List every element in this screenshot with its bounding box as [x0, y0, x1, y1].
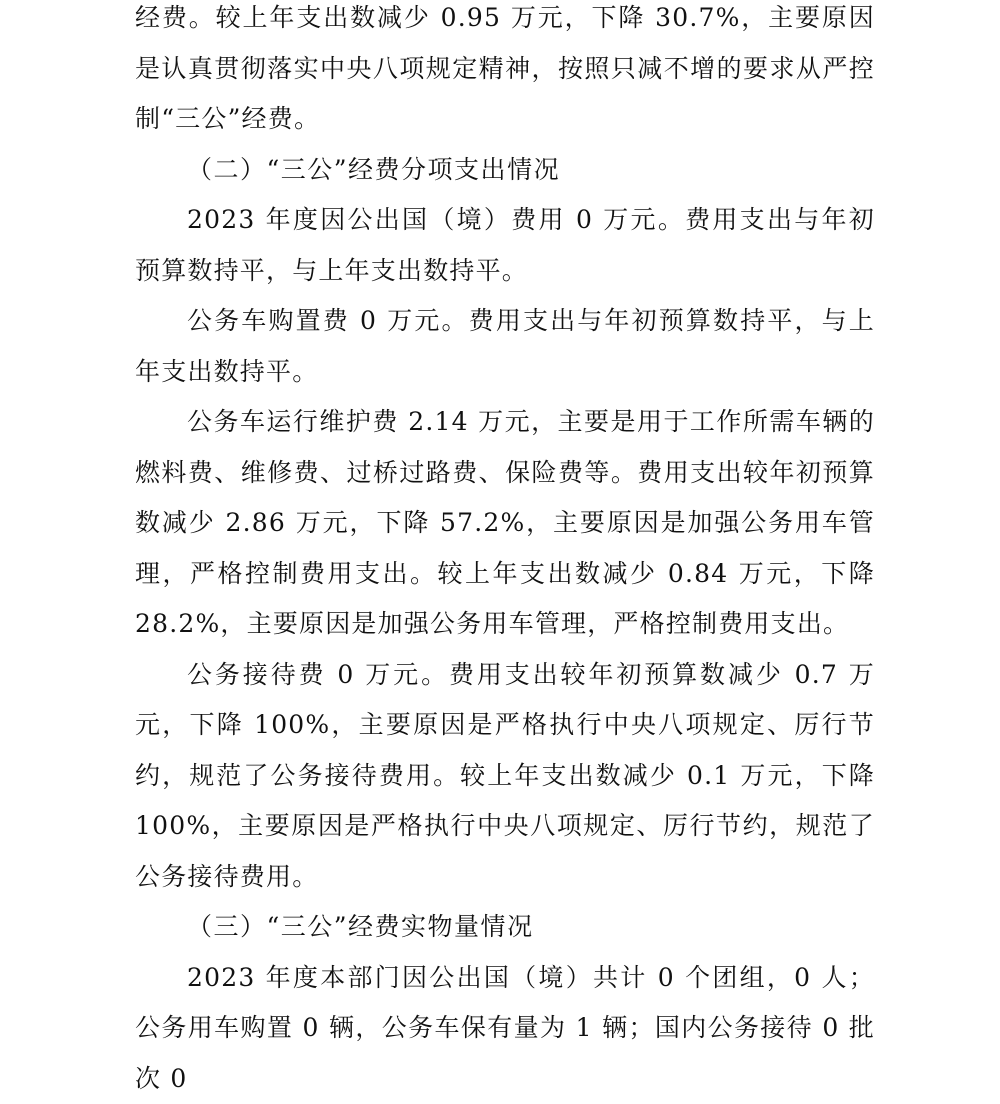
section-heading-itemized-expenses: （二）“三公”经费分项支出情况 [135, 145, 875, 196]
document-page [135, 0, 875, 1104]
paragraph-physical-quantity-detail: 2023 年度本部门因公出国（境）共计 0 个团组，0 人；公务用车购置 0 辆，公务车保有量为 1 辆；国内公务接待 0 批次 0 [135, 953, 875, 1104]
paragraph-three-public-expense-summary-end: 经费。较上年支出数减少 0.95 万元，下降 30.7%，主要原因是认真贯彻落实中央八项规定精神，按照只减不增的要求从严控制“三公”经费。 [135, 0, 875, 145]
paragraph-official-reception-expense: 公务接待费 0 万元。费用支出较年初预算数减少 0.7 万元，下降 100%，主要原因是严格执行中央八项规定、厉行节约，规范了公务接待费用。较上年支出数减少 0.1 万元，下降 100%，主要原因是严格执行中央八项规定、厉行节约，规范了公务接待费用。 [135, 650, 875, 903]
paragraph-overseas-travel-expense: 2023 年度因公出国（境）费用 0 万元。费用支出与年初预算数持平，与上年支出数持平。 [135, 195, 875, 296]
paragraph-vehicle-operation-expense: 公务车运行维护费 2.14 万元，主要是用于工作所需车辆的燃料费、维修费、过桥过路费、保险费等。费用支出较年初预算数减少 2.86 万元，下降 57.2%，主要原因是加强公务用车管理，严格控制费用支出。较上年支出数减少 0.84 万元，下降 28.2%，主要原因是加强公务用车管理，严格控制费用支出。 [135, 397, 875, 650]
paragraph-vehicle-purchase-expense: 公务车购置费 0 万元。费用支出与年初预算数持平，与上年支出数持平。 [135, 296, 875, 397]
section-heading-physical-quantity: （三）“三公”经费实物量情况 [135, 902, 875, 953]
